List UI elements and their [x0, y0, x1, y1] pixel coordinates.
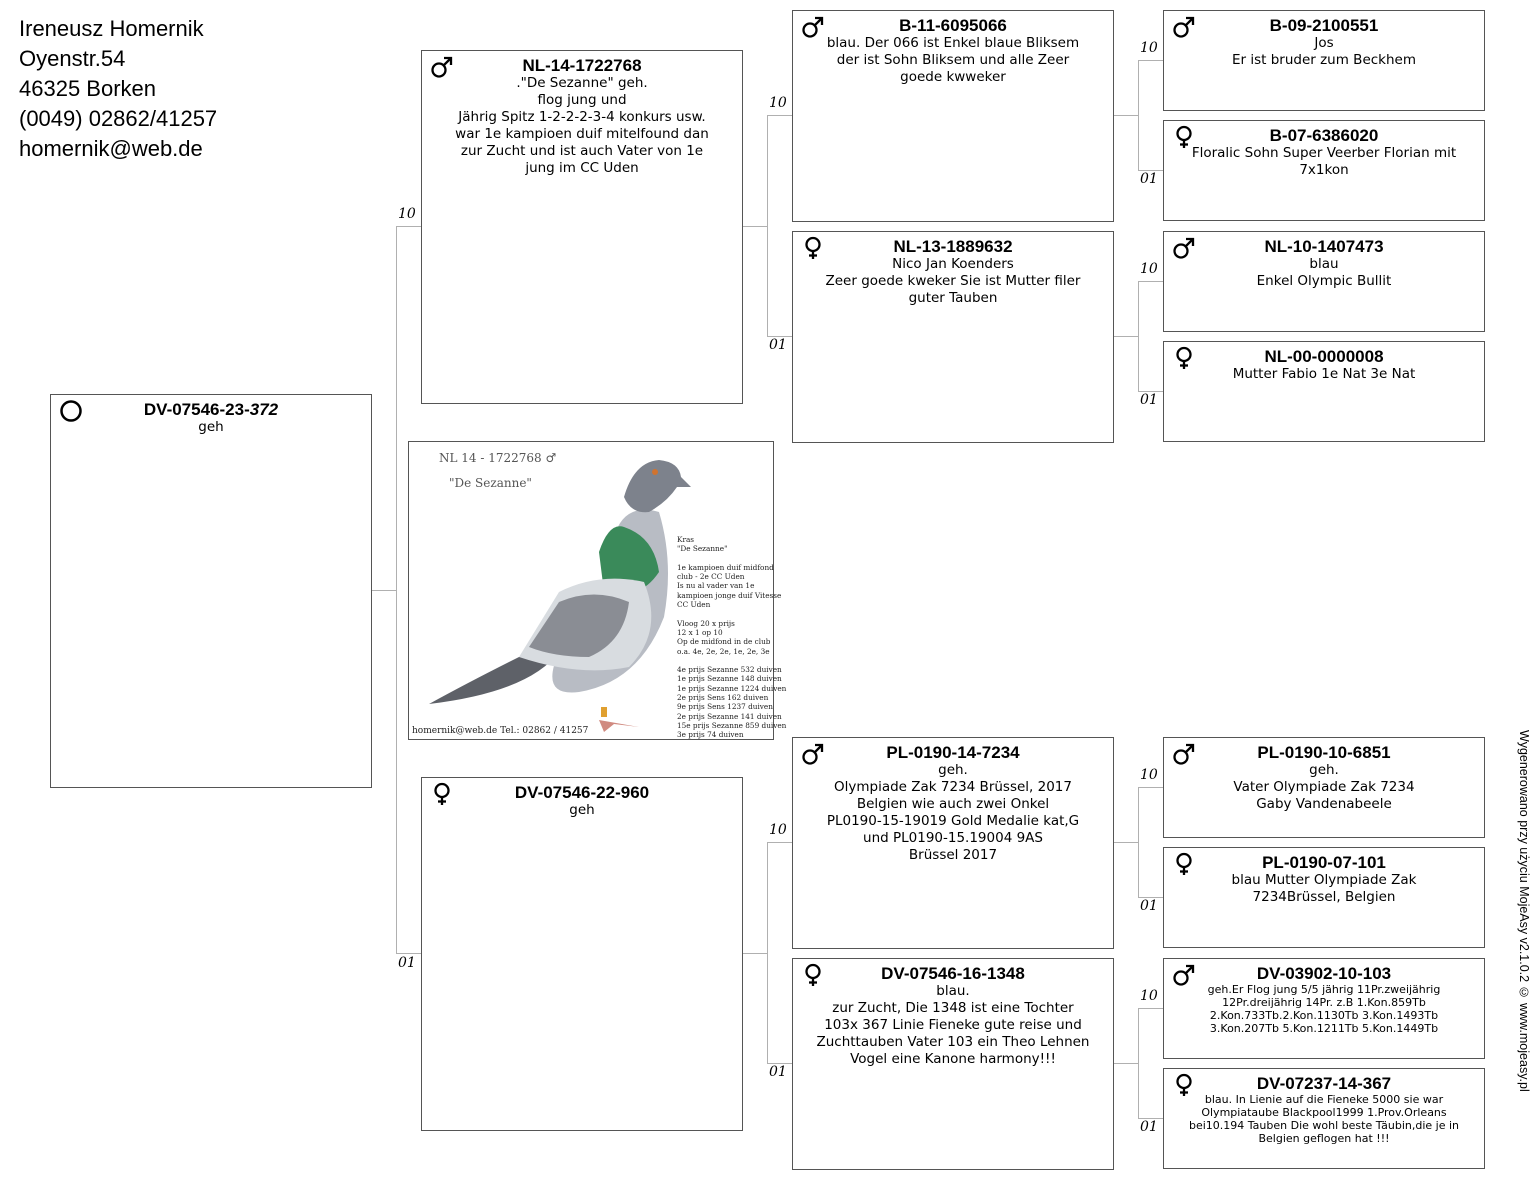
- photo-text: Kras "De Sezanne" 1e kampioen duif midfond club - 2e CC Uden Is nu al vader van 1e kampioen jonge duif Vitesse CC Uden Vloog 20 x prijs 12 x 1 op 10 Op de midfond in de club o.a. 4e, 2e, 2e, 1e, 2e, 3e 4e prijs Sezanne 532 duiven 1e prijs Sezanne 148 duiven 1e prijs Sezanne 1224 duiven 2e prijs Sens 162 duiven 9e prijs Sens 1237 duiven 2e prijs Sezanne 141 duiven 15e prijs Sezanne 859 duiven 3e prijs 74 duiven: [677, 535, 787, 740]
- connector: [767, 842, 768, 1063]
- connector: [1114, 1063, 1139, 1064]
- great-grandparent-card[interactable]: [1163, 847, 1485, 948]
- father-side-label: 10: [1140, 767, 1158, 783]
- great-grandparent-card[interactable]: [1163, 10, 1485, 111]
- male-icon: [1172, 742, 1196, 766]
- ring-number: NL-10-1407473: [1264, 237, 1384, 256]
- ring-number: B-11-6095066: [899, 16, 1007, 35]
- generator-watermark: Wygenerowano przy użyciu MojeAsy v2.1.0.2 © www.mojeasy.pl: [1517, 730, 1531, 1092]
- great-grandparent-card[interactable]: [1163, 231, 1485, 332]
- connector: [1138, 1008, 1139, 1118]
- ring-number: PL-0190-07-101: [1262, 853, 1386, 872]
- paternal-grandmother-card[interactable]: [792, 231, 1114, 443]
- connector: [767, 115, 793, 116]
- great-grandparent-card[interactable]: [1163, 958, 1485, 1059]
- pigeon-photo: [408, 441, 787, 740]
- father-side-label: 10: [1140, 988, 1158, 1004]
- male-icon: [1172, 15, 1196, 39]
- ring-number: NL-00-0000008: [1264, 347, 1384, 366]
- connector: [396, 953, 422, 954]
- great-grandparent-card[interactable]: [1163, 120, 1485, 221]
- mother-side-label: 01: [769, 1064, 787, 1080]
- female-icon: [1172, 852, 1196, 876]
- mother-side-label: 01: [1140, 171, 1158, 187]
- ring-number: B-07-6386020: [1269, 126, 1379, 145]
- female-icon: [1172, 1073, 1196, 1097]
- ring-number: DV-07237-14-367: [1256, 1074, 1392, 1093]
- mother-side-label: 01: [1140, 392, 1158, 408]
- pigeon-description: Floralic Sohn Super Veerber Florian mit 7x1kon: [1191, 145, 1457, 178]
- pigeon-description: blau Mutter Olympiade Zak 7234Brüssel, Belgien: [1231, 872, 1417, 905]
- mother-card[interactable]: [421, 777, 743, 1131]
- pigeon-description: blau. zur Zucht, Die 1348 ist eine Tochter 103x 367 Linie Fieneke gute reise und Zuchttauben Vater 103 ein Theo Lehnen Vogel eine Kanone harmony!!!: [816, 983, 1090, 1067]
- photo-footer: homernik@web.de Tel.: 02862 / 41257: [412, 726, 589, 736]
- great-grandparent-card[interactable]: [1163, 737, 1485, 838]
- owner-email: homernik@web.de: [19, 136, 203, 161]
- male-icon: [1172, 236, 1196, 260]
- father-side-label: 10: [769, 95, 787, 111]
- pigeon-description: Mutter Fabio 1e Nat 3e Nat: [1232, 366, 1416, 382]
- owner-city: 46325 Borken: [19, 76, 156, 101]
- pigeon-description: ."De Sezanne" geh. flog jung und Jährig Spitz 1-2-2-2-3-4 konkurs usw. war 1e kampioen duif mitelfound dan zur Zucht und ist auch Vater von 1e jung im CC Uden: [455, 75, 709, 176]
- pigeon-description: geh. Vater Olympiade Zak 7234 Gaby Vandenabeele: [1233, 762, 1415, 812]
- pigeon-description: blau. Der 066 ist Enkel blaue Bliksem der ist Sohn Bliksem und alle Zeer goede kwweker: [826, 35, 1080, 85]
- ring-number: NL-14-1722768: [522, 56, 642, 75]
- ring-number: DV-07546-16-1348: [881, 964, 1025, 983]
- unknown-sex-icon: [59, 399, 83, 423]
- female-icon: [1172, 125, 1196, 149]
- connector: [1138, 787, 1164, 788]
- great-grandparent-card[interactable]: [1163, 341, 1485, 442]
- father-side-label: 10: [1140, 40, 1158, 56]
- female-icon: [801, 236, 825, 260]
- ring-number: NL-13-1889632: [893, 237, 1013, 256]
- pigeon-description: geh. Olympiade Zak 7234 Brüssel, 2017 Belgien wie auch zwei Onkel PL0190-15-19019 Gold Medalie kat,G und PL0190-15.19004 9AS Brüssel 2017: [826, 762, 1080, 863]
- connector: [396, 226, 422, 227]
- father-side-label: 10: [1140, 261, 1158, 277]
- mother-side-label: 01: [1140, 898, 1158, 914]
- pigeon-description: Nico Jan Koenders Zeer goede kweker Sie ist Mutter filer guter Tauben: [825, 256, 1081, 306]
- connector: [1138, 281, 1139, 391]
- mother-side-label: 01: [1140, 1119, 1158, 1135]
- connector: [396, 226, 397, 953]
- connector: [1114, 842, 1139, 843]
- mother-side-label: 01: [398, 955, 416, 971]
- father-card[interactable]: [421, 50, 743, 404]
- father-side-label: 10: [769, 822, 787, 838]
- ring-number: DV-07546-23-372: [143, 400, 279, 419]
- ring-number: DV-07546-22-960: [514, 783, 650, 802]
- connector: [1138, 787, 1139, 897]
- owner-phone: (0049) 02862/41257: [19, 106, 218, 131]
- pigeon-description: blau. In Lienie auf die Fieneke 5000 sie war Olympiataube Blackpool1999 1.Prov.Orleans bei10.194 Tauben Die wohl beste Täubin,die je in Belgien geflogen hat !!!: [1188, 1093, 1460, 1145]
- great-grandparent-card[interactable]: [1163, 1068, 1485, 1169]
- pigeon-description: blau Enkel Olympic Bullit: [1256, 256, 1392, 289]
- ring-number: B-09-2100551: [1269, 16, 1379, 35]
- subject-card[interactable]: [50, 394, 372, 788]
- female-icon: [801, 963, 825, 987]
- pigeon-description: geh: [198, 419, 224, 435]
- owner-street: Oyenstr.54: [19, 46, 126, 71]
- female-icon: [1172, 346, 1196, 370]
- owner-info: [19, 14, 217, 164]
- father-side-label: 10: [398, 206, 416, 222]
- paternal-grandfather-card[interactable]: [792, 10, 1114, 222]
- pigeon-description: geh.Er Flog jung 5/5 jährig 11Pr.zweijährig 12Pr.dreijährig 14Pr. z.B 1.Kon.859Tb 2.Kon.733Tb.2.Kon.1130Tb 3.Kon.1493Tb 3.Kon.207Tb 5.Kon.1211Tb 5.Kon.1449Tb: [1207, 983, 1441, 1035]
- connector: [1114, 336, 1139, 337]
- pigeon-description: geh: [569, 802, 595, 818]
- ring-number: DV-03902-10-103: [1256, 964, 1392, 983]
- female-icon: [430, 782, 454, 806]
- photo-header: NL 14 - 1722768 ♂: [439, 451, 557, 465]
- connector: [1138, 281, 1164, 282]
- male-icon: [1172, 963, 1196, 987]
- connector: [1114, 115, 1139, 116]
- connector: [767, 842, 793, 843]
- male-icon: [801, 15, 825, 39]
- maternal-grandfather-card[interactable]: [792, 737, 1114, 949]
- connector: [1138, 1008, 1164, 1009]
- connector: [743, 953, 768, 954]
- connector: [743, 226, 768, 227]
- connector: [1138, 60, 1164, 61]
- male-icon: [801, 742, 825, 766]
- maternal-grandmother-card[interactable]: [792, 958, 1114, 1170]
- pigeon-description: Jos Er ist bruder zum Beckhem: [1231, 35, 1417, 68]
- ring-number: PL-0190-10-6851: [1257, 743, 1391, 762]
- connector: [372, 590, 397, 591]
- owner-name: Ireneusz Homernik: [19, 16, 204, 41]
- connector: [767, 115, 768, 336]
- male-icon: [430, 55, 454, 79]
- ring-number: PL-0190-14-7234: [886, 743, 1020, 762]
- photo-name: "De Sezanne": [449, 476, 532, 490]
- mother-side-label: 01: [769, 337, 787, 353]
- connector: [1138, 60, 1139, 170]
